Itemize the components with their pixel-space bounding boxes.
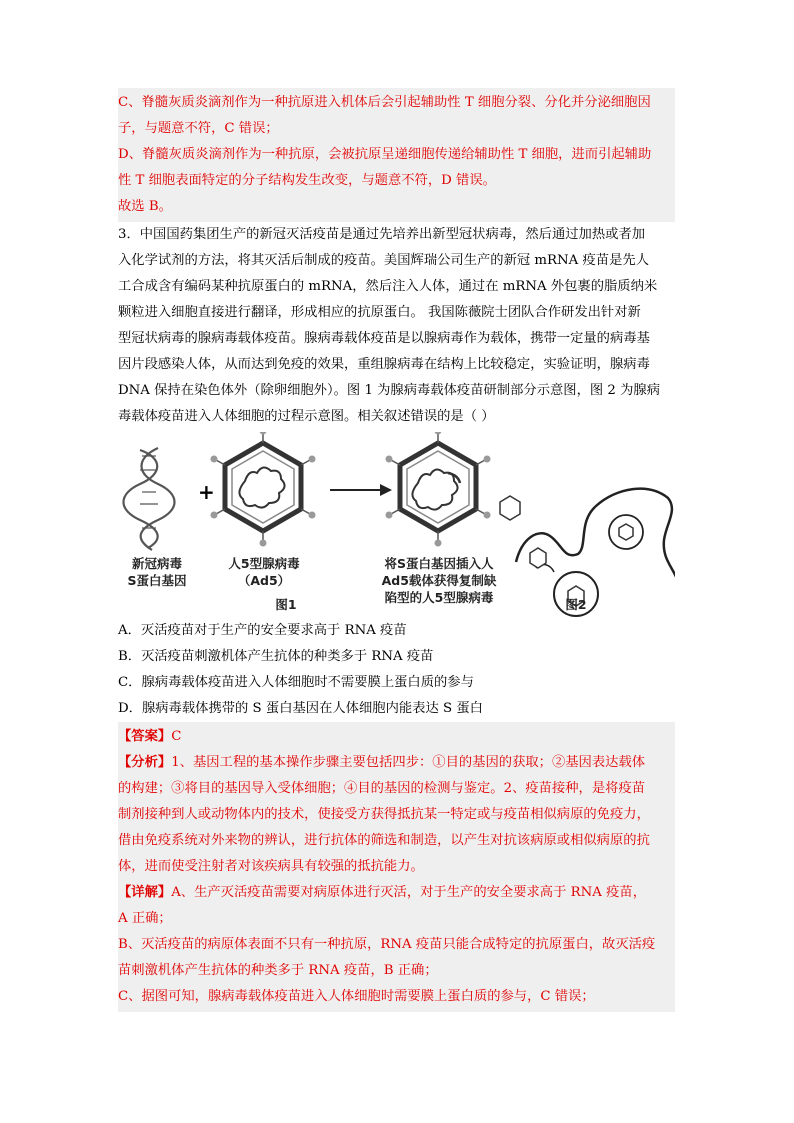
detail-line: C、据图可知，腺病毒载体疫苗进入人体细胞时需要膜上蛋白质的参与，C 错误； (118, 989, 595, 1004)
solution-block (118, 722, 675, 1012)
analysis-line: 体，进而使受注射者对该疾病具有较强的抵抗能力。 (118, 859, 424, 874)
explanation-c-line2: 子，与题意不符，C 错误； (118, 121, 279, 136)
detail-line: 苗刺激机体产生抗体的种类多于 RNA 疫苗，B 正确； (118, 963, 438, 978)
explanation-d-line2: 性 T 细胞表面特定的分子结构发生改变，与题意不符，D 错误。 (118, 173, 496, 188)
option-c: C．腺病毒载体疫苗进入人体细胞时不需要膜上蛋白质的参与 (118, 675, 474, 690)
figure-1-caption: 图1 (275, 597, 297, 612)
recombinant-label-line3: 陷型的人5型腺病毒 (384, 590, 494, 605)
option-b: B．灭活疫苗刺激机体产生抗体的种类多于 RNA 疫苗 (118, 649, 434, 664)
question-line: 3．中国国药集团生产的新冠灭活疫苗是通过先培养出新型冠状病毒，然后通过加热或者加 (118, 227, 646, 242)
analysis-text: 1、基因工程的基本操作步骤主要包括四步：①目的基因的获取；②基因表达载体 (171, 755, 646, 770)
dna-helix-icon (124, 448, 175, 550)
arrow-right-icon (330, 484, 392, 496)
question-line: 毒载体疫苗进入人体细胞的过程示意图。相关叙述错误的是（ ） (118, 409, 495, 424)
recombinant-label-line1: 将S蛋白基因插入人 (384, 556, 494, 571)
conclusion: 故选 B。 (118, 199, 172, 214)
question-line: 颗粒进入细胞直接进行翻译，形成相应的抗原蛋白。 我国陈薇院士团队合作研发出针对新 (118, 305, 641, 320)
question-3 (118, 222, 675, 430)
recombinant-label (373, 555, 505, 606)
gene-label (112, 555, 202, 589)
ad5-label (216, 555, 312, 589)
analysis-line: 制剂接种到人或动物体内的技术，使接受方获得抵抗某一特定或与疫苗相似病原的免疫力， (118, 807, 650, 822)
explanation-c-line1: C、脊髓灰质炎滴剂作为一种抗原进入机体后会引起辅助性 T 细胞分裂、分化并分泌细胞因 (118, 95, 651, 110)
analysis-line (118, 750, 675, 776)
ad5-label-line1: 人5型腺病毒 (228, 556, 300, 571)
question-line: DNA 保持在染色体外（除卵细胞外）。图 1 为腺病毒载体疫苗研制部分示意图，图 2 为腺病 (118, 383, 660, 398)
option-d: D．腺病毒载体携带的 S 蛋白基因在人体细胞内能表达 S 蛋白 (118, 701, 483, 716)
question-line: 工合成含有编码某种抗原蛋白的 mRNA，然后注入人体，通过在 mRNA 外包裹的脂质纳米 (118, 279, 658, 294)
detail-line (118, 880, 675, 906)
adenovirus-icon (211, 432, 316, 547)
question-line: 型冠状病毒的腺病毒载体疫苗。腺病毒载体疫苗是以腺病毒作为载体，携带一定量的病毒基 (118, 331, 650, 346)
gene-label-line1: 新冠病毒 (131, 556, 182, 571)
analysis-line: 的构建；③将目的基因导入受体细胞；④目的基因的检测与鉴定。2、疫苗接种，是将疫苗 (118, 781, 646, 796)
recombinant-adenovirus-icon (386, 432, 491, 547)
answer-options (118, 618, 675, 722)
analysis-tag: 【分析】 (118, 755, 172, 770)
document-page (118, 88, 675, 1012)
analysis-line: 借由免疫系统对外来物的辨认，进行抗体的筛选和制造，以产生对抗该病原或相似病原的抗 (118, 833, 650, 848)
question-line: 因片段感染人体，从而达到免疫的效果，重组腺病毒在结构上比较稳定，实验证明，腺病毒 (118, 357, 650, 372)
detail-text: A、生产灭活疫苗需要对病原体进行灭活，对于生产的安全要求高于 RNA 疫苗， (171, 885, 646, 900)
previous-explanation (118, 88, 675, 222)
explanation-d-line1: D、脊髓灰质炎滴剂作为一种抗原，会被抗原呈递细胞传递给辅助性 T 细胞，进而引起辅助 (118, 147, 652, 162)
plus-sign: + (198, 480, 215, 504)
answer-tag: 【答案】 (118, 729, 172, 744)
detail-tag: 【详解】 (118, 885, 172, 900)
answer-line (118, 724, 675, 750)
detail-line: A 正确； (118, 911, 172, 926)
ad5-label-line2: （Ad5） (237, 573, 291, 588)
option-a: A．灭活疫苗对于生产的安全要求高于 RNA 疫苗 (118, 623, 407, 638)
gene-label-line2: S蛋白基因 (127, 573, 187, 588)
question-line: 入化学试剂的方法，将其灭活后制成的疫苗。美国辉瑞公司生产的新冠 mRNA 疫苗是先人 (118, 253, 649, 268)
figure-2-caption: 图2 (565, 597, 587, 612)
answer-value: C (171, 729, 182, 744)
recombinant-label-line2: Ad5载体获得复制缺 (381, 573, 497, 588)
figure-area (118, 432, 675, 618)
detail-line: B、灭活疫苗的病原体表面不只有一种抗原，RNA 疫苗只能合成特定的抗原蛋白，故灭活疫 (118, 937, 656, 952)
